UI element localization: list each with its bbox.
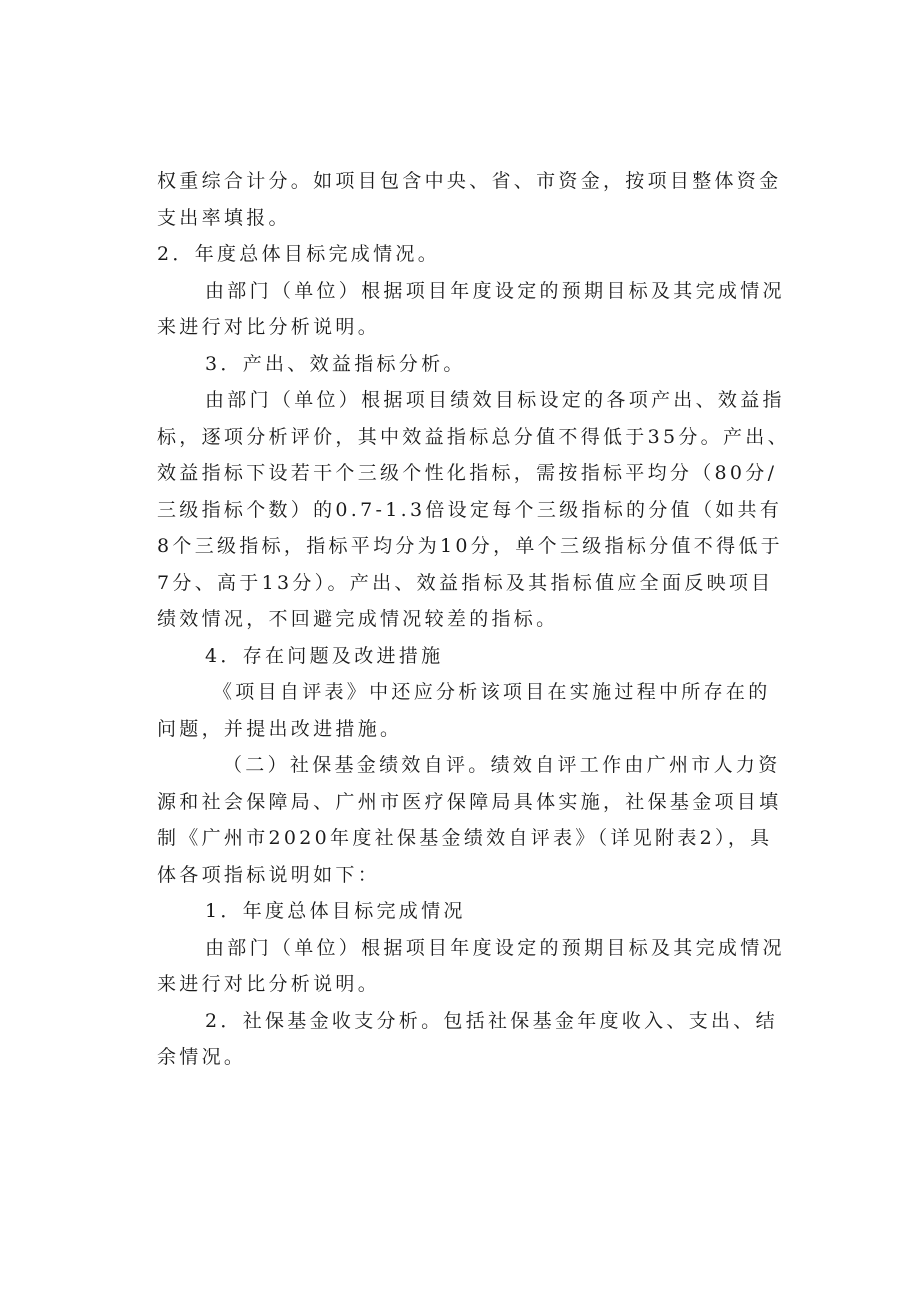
body-line: 问题，并提出改进措施。 — [157, 717, 403, 740]
body-line: 制《广州市2020年度社保基金绩效自评表》（详见附表2），具 — [157, 827, 773, 849]
body-line: 标，逐项分析评价，其中效益指标总分值不得低于35分。产出、 — [157, 425, 790, 448]
body-line: 由部门（单位）根据项目年度设定的预期目标及其完成情况 — [205, 936, 785, 959]
body-line: 效益指标下设若干个三级个性化指标，需按指标平均分（80分/ — [157, 462, 778, 484]
section-heading: 4．存在问题及改进措施 — [205, 644, 444, 667]
body-line: 三级指标个数）的0.7-1.3倍设定每个三级指标的分值（如共有 — [157, 498, 783, 521]
body-line: 来进行对比分析说明。 — [157, 316, 381, 338]
body-line: 体各项指标说明如下： — [157, 863, 381, 886]
body-line: 权重综合计分。如项目包含中央、省、市资金，按项目整体资金 — [157, 170, 782, 192]
section-heading: 1．年度总体目标完成情况 — [205, 900, 466, 922]
section-heading: （二）社保基金绩效自评。绩效自评工作由广州市人力资 — [223, 754, 781, 776]
body-line: 由部门（单位）根据项目年度设定的预期目标及其完成情况 — [205, 279, 785, 302]
body-line: 源和社会保障局、广州市医疗保障局具体实施，社保基金项目填 — [157, 790, 782, 813]
body-line: 绩效情况，不回避完成情况较差的指标。 — [157, 608, 559, 630]
body-line: 来进行对比分析说明。 — [157, 973, 381, 995]
body-line: 支出率填报。 — [157, 206, 291, 229]
body-line: 余情况。 — [157, 1046, 247, 1068]
document-body — [157, 163, 790, 1076]
body-line: 7分、高于13分）。产出、效益指标及其指标值应全面反映项目 — [157, 571, 774, 594]
section-heading: 2．年度总体目标完成情况。 — [157, 243, 440, 265]
section-heading: 3．产出、效益指标分析。 — [205, 352, 466, 375]
body-line: 8个三级指标，指标平均分为10分，单个三级指标分值不得低于 — [157, 535, 783, 557]
body-line: 《项目自评表》中还应分析该项目在实施过程中所存在的 — [213, 681, 771, 703]
body-line: 2．社保基金收支分析。包括社保基金年度收入、支出、结 — [205, 1009, 778, 1032]
body-line: 由部门（单位）根据项目绩效目标设定的各项产出、效益指 — [205, 389, 785, 411]
